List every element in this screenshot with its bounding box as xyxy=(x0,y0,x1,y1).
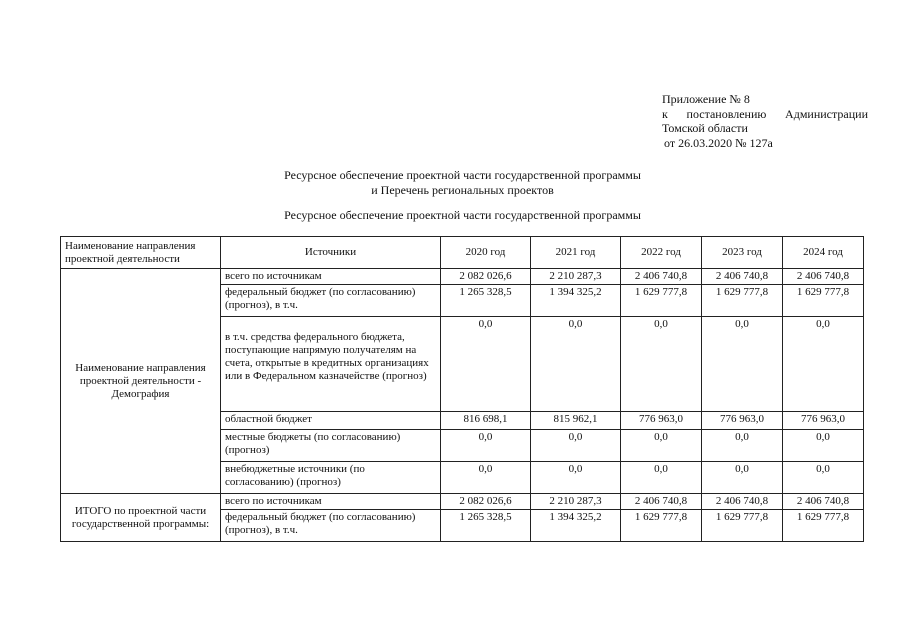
cell-value: 815 962,1 xyxy=(531,412,621,430)
cell-value: 1 629 777,8 xyxy=(621,285,702,317)
cell-value: 0,0 xyxy=(783,462,864,494)
cell-value: 0,0 xyxy=(702,430,783,462)
document-title xyxy=(10,168,905,197)
header-direction: Наименование направления проектной деятельности xyxy=(61,237,221,269)
cell-value: 0,0 xyxy=(621,430,702,462)
header-year-2024: 2024 год xyxy=(783,237,864,269)
cell-value: 0,0 xyxy=(441,462,531,494)
cell-value: 1 629 777,8 xyxy=(621,510,702,542)
cell-value: 816 698,1 xyxy=(441,412,531,430)
cell-value: 2 406 740,8 xyxy=(621,494,702,510)
cell-value: 1 265 328,5 xyxy=(441,285,531,317)
table-subtitle: Ресурсное обеспечение проектной части государственной программы xyxy=(284,208,641,222)
cell-value: 0,0 xyxy=(441,317,531,412)
row-label: областной бюджет xyxy=(221,412,441,430)
cell-value: 2 406 740,8 xyxy=(702,269,783,285)
appendix-decree: к постановлению Администрации xyxy=(662,106,868,121)
row-label: федеральный бюджет (по согласованию) (прогноз), в т.ч. xyxy=(221,510,441,542)
row-label: всего по источникам xyxy=(221,494,441,510)
title-line-2: и Перечень региональных проектов xyxy=(371,182,554,197)
title-line-1: Ресурсное обеспечение проектной части государственной программы xyxy=(284,168,641,182)
cell-value: 2 406 740,8 xyxy=(783,494,864,510)
cell-value: 2 210 287,3 xyxy=(531,269,621,285)
appendix-date: от 26.03.2020 № 127а xyxy=(664,135,773,150)
cell-value: 0,0 xyxy=(531,317,621,412)
cell-value: 776 963,0 xyxy=(783,412,864,430)
cell-value: 0,0 xyxy=(621,462,702,494)
cell-value: 0,0 xyxy=(783,317,864,412)
appendix-region: Томской области xyxy=(662,121,748,136)
cell-value: 1 394 325,2 xyxy=(531,510,621,542)
row-label: всего по источникам xyxy=(221,269,441,285)
group-demography-name: Наименование направления проектной деятельности - Демография xyxy=(61,269,221,494)
cell-value: 2 210 287,3 xyxy=(531,494,621,510)
row-label: в т.ч. средства федерального бюджета, поступающие напрямую получателям на счета, открытые в кредитных организациях или в Федеральном казначействе (прогноз) xyxy=(221,317,441,412)
cell-value: 1 629 777,8 xyxy=(783,285,864,317)
table-row xyxy=(61,494,864,510)
cell-value: 1 629 777,8 xyxy=(702,285,783,317)
header-year-2022: 2022 год xyxy=(621,237,702,269)
cell-value: 2 082 026,6 xyxy=(441,494,531,510)
header-year-2021: 2021 год xyxy=(531,237,621,269)
cell-value: 1 265 328,5 xyxy=(441,510,531,542)
cell-value: 2 406 740,8 xyxy=(702,494,783,510)
row-label: федеральный бюджет (по согласованию) (прогноз), в т.ч. xyxy=(221,285,441,317)
cell-value: 1 394 325,2 xyxy=(531,285,621,317)
header-year-2020: 2020 год xyxy=(441,237,531,269)
appendix-block xyxy=(662,92,868,150)
resource-table xyxy=(60,236,864,542)
cell-value: 0,0 xyxy=(531,462,621,494)
cell-value: 0,0 xyxy=(702,317,783,412)
cell-value: 0,0 xyxy=(621,317,702,412)
header-sources: Источники xyxy=(221,237,441,269)
cell-value: 1 629 777,8 xyxy=(783,510,864,542)
cell-value: 776 963,0 xyxy=(702,412,783,430)
table-row xyxy=(61,269,864,285)
table-header-row xyxy=(61,237,864,269)
cell-value: 0,0 xyxy=(441,430,531,462)
row-label: внебюджетные источники (по согласованию) (прогноз) xyxy=(221,462,441,494)
group-total-name: ИТОГО по проектной части государственной программы: xyxy=(61,494,221,542)
cell-value: 2 406 740,8 xyxy=(783,269,864,285)
cell-value: 0,0 xyxy=(702,462,783,494)
cell-value: 0,0 xyxy=(531,430,621,462)
cell-value: 776 963,0 xyxy=(621,412,702,430)
cell-value: 1 629 777,8 xyxy=(702,510,783,542)
cell-value: 2 082 026,6 xyxy=(441,269,531,285)
row-label: местные бюджеты (по согласованию) (прогноз) xyxy=(221,430,441,462)
cell-value: 0,0 xyxy=(783,430,864,462)
cell-value: 2 406 740,8 xyxy=(621,269,702,285)
appendix-number: Приложение № 8 xyxy=(662,92,750,106)
header-year-2023: 2023 год xyxy=(702,237,783,269)
